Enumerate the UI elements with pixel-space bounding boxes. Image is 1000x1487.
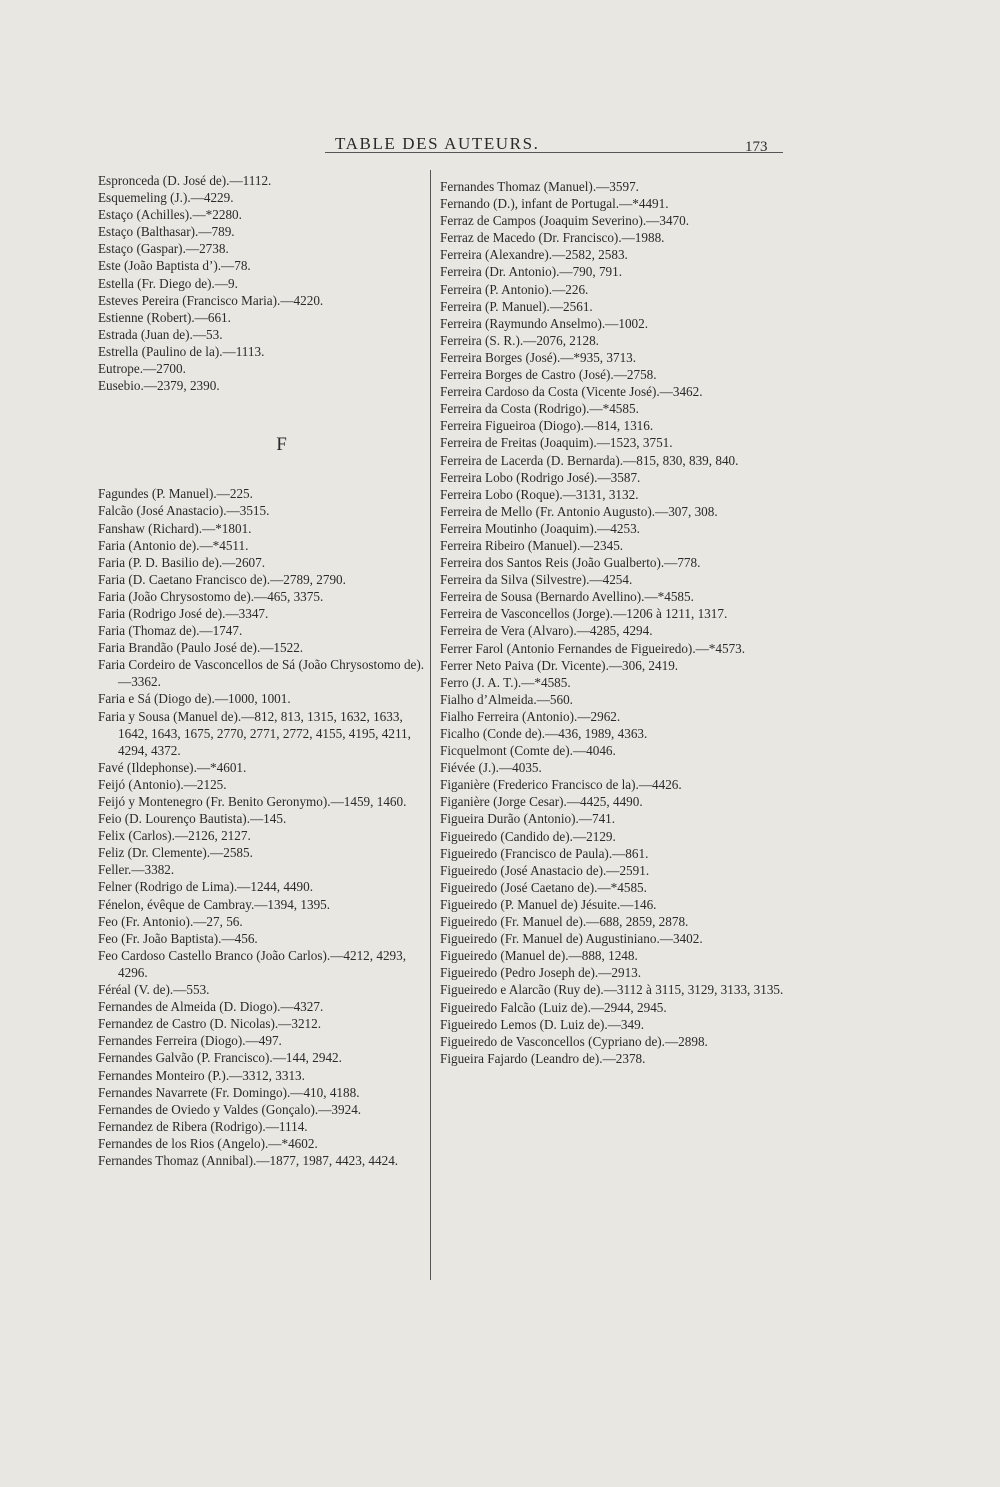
- index-entry: Ferreira de Vera (Alvaro).—4285, 4294.: [440, 623, 653, 639]
- index-entry: Figueiredo (José Anastacio de).—2591.: [440, 862, 650, 878]
- index-entry: Fanshaw (Richard).—*1801.: [98, 520, 252, 536]
- index-entry: Feijó (Antonio).—2125.: [98, 776, 227, 792]
- index-entry: Faria Cordeiro de Vasconcellos de Sá (João Chrysostomo de).—3362.: [98, 657, 425, 690]
- running-title: TABLE DES AUTEURS.: [335, 134, 540, 153]
- index-entry: Ferreira da Silva (Silvestre).—4254.: [440, 572, 633, 588]
- index-entry: Feliz (Dr. Clemente).—2585.: [98, 845, 253, 861]
- index-entry: Figanière (Jorge Cesar).—4425, 4490.: [440, 794, 643, 810]
- index-entry: Fernandes Thomaz (Annibal).—1877, 1987, 4423, 4424.: [98, 1152, 399, 1168]
- index-entry: Feo Cardoso Castello Branco (João Carlos).—4212, 4293, 4296.: [98, 947, 407, 980]
- index-entry: Ferreira Lobo (Rodrigo José).—3587.: [440, 469, 641, 485]
- index-entry: Ferreira Borges de Castro (José).—2758.: [440, 367, 657, 383]
- index-entry: Ferrer Neto Paiva (Dr. Vicente).—306, 2419.: [440, 657, 679, 673]
- entries-list: [440, 178, 785, 1067]
- index-entry: Fernandes de Oviedo y Valdes (Gonçalo).—3924.: [98, 1101, 362, 1117]
- index-entry: Faria e Sá (Diogo de).—1000, 1001.: [98, 691, 291, 707]
- index-entry: Ferreira Lobo (Roque).—3131, 3132.: [440, 486, 639, 502]
- index-entry: Eutrope.—2700.: [98, 361, 186, 377]
- index-entry: Ferreira (Dr. Antonio).—790, 791.: [440, 264, 623, 280]
- index-entry: Fernandez de Castro (D. Nicolas).—3212.: [98, 1016, 322, 1032]
- index-entry: Faria (Antonio de).—*4511.: [98, 537, 249, 553]
- index-entry: Estaço (Gaspar).—2738.: [98, 241, 229, 257]
- index-entry: Faria (João Chrysostomo de).—465, 3375.: [98, 588, 324, 604]
- index-entry: Ferreira da Costa (Rodrigo).—*4585.: [440, 401, 639, 417]
- index-entry: Ferreira (Raymundo Anselmo).—1002.: [440, 315, 649, 331]
- index-entry: Ferraz de Macedo (Dr. Francisco).—1988.: [440, 230, 665, 246]
- index-entry: Ferreira (S. R.).—2076, 2128.: [440, 332, 599, 348]
- index-entry: Estaço (Balthasar).—789.: [98, 224, 235, 240]
- index-entry: Figueiredo (Manuel de).—888, 1248.: [440, 948, 638, 964]
- index-entry: Ferro (J. A. T.).—*4585.: [440, 674, 571, 690]
- index-entry: Feo (Fr. Antonio).—27, 56.: [98, 913, 243, 929]
- index-entry: Figueiredo (Francisco de Paula).—861.: [440, 845, 649, 861]
- index-entry: Fernando (D.), infant de Portugal.—*4491.: [440, 196, 669, 212]
- index-entry: Estaço (Achilles).—*2280.: [98, 207, 242, 223]
- index-entry: Ferreira Moutinho (Joaquim).—4253.: [440, 520, 640, 536]
- index-entry: Féréal (V. de).—553.: [98, 982, 210, 998]
- index-entry: Figueiredo (Candido de).—2129.: [440, 828, 616, 844]
- index-entry: Fernandes Ferreira (Diogo).—497.: [98, 1033, 282, 1049]
- index-entry: Fernandes Navarrete (Fr. Domingo).—410, 4188.: [98, 1084, 360, 1100]
- header-rule: [325, 152, 783, 153]
- index-entry: Ferreira de Lacerda (D. Bernarda).—815, 830, 839, 840.: [440, 452, 739, 468]
- index-entry: Fernandes Galvão (P. Francisco).—144, 2942.: [98, 1050, 342, 1066]
- index-entry: Faria (Thomaz de).—1747.: [98, 623, 243, 639]
- index-entry: Faria y Sousa (Manuel de).—812, 813, 1315, 1632, 1633, 1642, 1643, 1675, 2770, 2771, 2772, 4155, 4195, 4211, 4294, 4372.: [98, 708, 411, 758]
- entries-before-list: [98, 172, 430, 394]
- index-entry: Ferreira de Sousa (Bernardo Avellino).—*4585.: [440, 589, 694, 605]
- index-entry: Figueiredo (Pedro Joseph de).—2913.: [440, 965, 642, 981]
- index-entry: Feio (D. Lourenço Bautista).—145.: [98, 811, 287, 827]
- index-entry: Felix (Carlos).—2126, 2127.: [98, 828, 251, 844]
- index-entry: Figueiredo Falcão (Luiz de).—2944, 2945.: [440, 999, 667, 1015]
- index-entry: Faria (Rodrigo José de).—3347.: [98, 605, 269, 621]
- index-entry: Figueiredo de Vasconcellos (Cypriano de).—2898.: [440, 1033, 708, 1049]
- index-entry: Ferreira (Alexandre).—2582, 2583.: [440, 247, 628, 263]
- index-entry: Fernandes Thomaz (Manuel).—3597.: [440, 179, 639, 194]
- section-letter: F: [276, 434, 287, 456]
- index-entry: Estrada (Juan de).—53.: [98, 326, 223, 342]
- index-entry: Falcão (José Anastacio).—3515.: [98, 503, 270, 519]
- index-entry: Ferreira dos Santos Reis (João Gualberto).—778.: [440, 555, 701, 571]
- index-entry: Faria (D. Caetano Francisco de).—2789, 2790.: [98, 571, 346, 587]
- index-entry: Ferreira Figueiroa (Diogo).—814, 1316.: [440, 418, 654, 434]
- index-entry: Ficalho (Conde de).—436, 1989, 4363.: [440, 726, 648, 741]
- index-entry: Eusebio.—2379, 2390.: [98, 378, 220, 394]
- index-entry: Favé (Ildephonse).—*4601.: [98, 759, 247, 775]
- index-entry: Estrella (Paulino de la).—1113.: [98, 343, 265, 359]
- entries-after-list: [98, 485, 430, 1169]
- index-entry: Figueiredo (Fr. Manuel de) Augustiniano.—3402.: [440, 931, 703, 947]
- index-entry: Faria (P. D. Basilio de).—2607.: [98, 554, 266, 570]
- page-number: 173: [745, 139, 768, 155]
- index-entry: Estienne (Robert).—661.: [98, 309, 231, 325]
- index-entry: Fialho d’Almeida.—560.: [440, 691, 573, 707]
- index-entry: Ferrer Farol (Antonio Fernandes de Figueiredo).—*4573.: [440, 640, 746, 656]
- index-entry: Ferreira de Freitas (Joaquim).—1523, 3751.: [440, 435, 673, 451]
- index-entry: Ferreira de Vasconcellos (Jorge).—1206 à 1211, 1317.: [440, 606, 728, 622]
- index-entry: Fernandes de Almeida (D. Diogo).—4327.: [98, 999, 324, 1015]
- index-entry: Esteves Pereira (Francisco Maria).—4220.: [98, 292, 324, 308]
- index-entry: Esquemeling (J.).—4229.: [98, 190, 234, 206]
- index-entry: Felner (Rodrigo de Lima).—1244, 4490.: [98, 879, 313, 895]
- index-entry: Fernandes Monteiro (P.).—3312, 3313.: [98, 1067, 305, 1083]
- index-entry: Ferreira Cardoso da Costa (Vicente José).—3462.: [440, 384, 703, 400]
- index-entry: Figueiredo (Fr. Manuel de).—688, 2859, 2878.: [440, 914, 689, 930]
- column-divider: [430, 170, 431, 1280]
- index-entry: Fiévée (J.).—4035.: [440, 760, 542, 776]
- index-entry: Espronceda (D. José de).—1112.: [98, 173, 272, 188]
- left-column: [98, 172, 430, 1169]
- index-entry: Figueiredo e Alarcão (Ruy de).—3112 à 3115, 3129, 3133, 3135.: [440, 982, 784, 998]
- index-entry: Figueiredo (José Caetano de).—*4585.: [440, 879, 647, 895]
- index-entry: Ferraz de Campos (Joaquim Severino).—3470.: [440, 213, 690, 229]
- index-entry: Fialho Ferreira (Antonio).—2962.: [440, 708, 621, 724]
- index-entry: Faria Brandão (Paulo José de).—1522.: [98, 640, 304, 656]
- index-entry: Ferreira (P. Antonio).—226.: [440, 281, 589, 297]
- index-entry: Ferreira Borges (José).—*935, 3713.: [440, 349, 637, 365]
- index-entry: Feller.—3382.: [98, 862, 175, 878]
- index-entry: Figueiredo (P. Manuel de) Jésuite.—146.: [440, 896, 657, 912]
- index-entry: Fernandes de los Rios (Angelo).—*4602.: [98, 1135, 318, 1151]
- right-column: [440, 178, 785, 1067]
- index-entry: Fagundes (P. Manuel).—225.: [98, 486, 253, 502]
- index-entry: Este (João Baptista d’).—78.: [98, 258, 251, 274]
- index-entry: Figueira Durão (Antonio).—741.: [440, 811, 616, 827]
- index-entry: Figueiredo Lemos (D. Luiz de).—349.: [440, 1016, 644, 1032]
- index-entry: Feijó y Montenegro (Fr. Benito Geronymo).—1459, 1460.: [98, 794, 407, 809]
- index-entry: Estella (Fr. Diego de).—9.: [98, 275, 238, 291]
- index-entry: Fernandez de Ribera (Rodrigo).—1114.: [98, 1118, 308, 1134]
- index-entry: Fénelon, évêque de Cambray.—1394, 1395.: [98, 896, 331, 912]
- index-entry: Ferreira de Mello (Fr. Antonio Augusto).—307, 308.: [440, 503, 718, 519]
- index-entry: Figanière (Frederico Francisco de la).—4426.: [440, 777, 682, 793]
- index-entry: Figueira Fajardo (Leandro de).—2378.: [440, 1050, 646, 1066]
- index-entry: Ferreira Ribeiro (Manuel).—2345.: [440, 537, 624, 553]
- index-entry: Ficquelmont (Comte de).—4046.: [440, 743, 616, 759]
- index-entry: Feo (Fr. João Baptista).—456.: [98, 930, 258, 946]
- index-entry: Ferreira (P. Manuel).—2561.: [440, 298, 593, 314]
